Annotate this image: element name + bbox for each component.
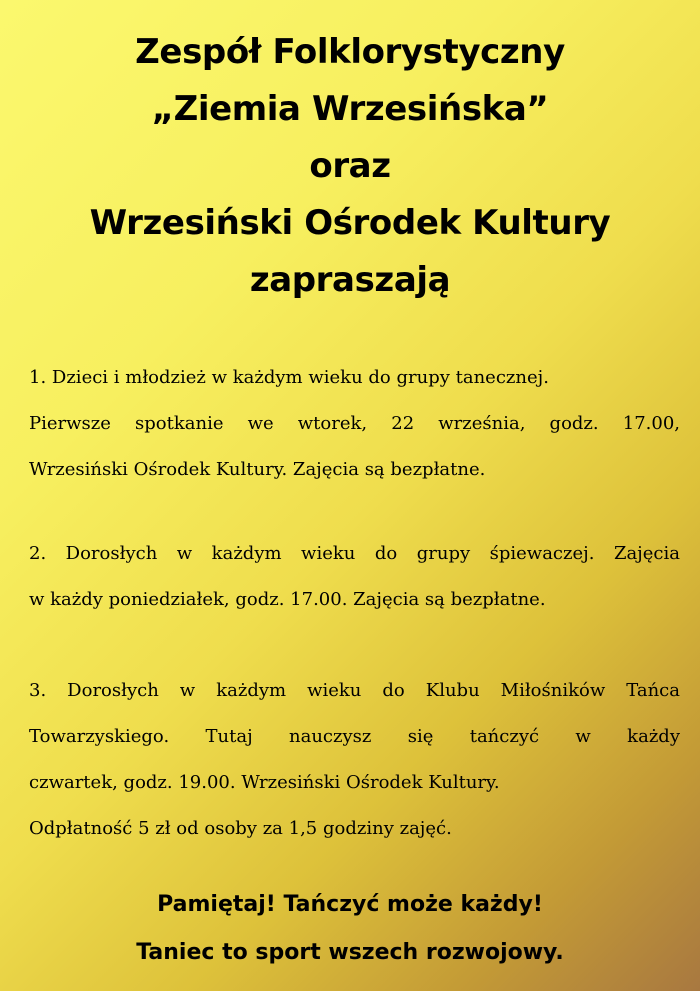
footer-slogan: Pamiętaj! Tańczyć może każdy! xyxy=(157,892,543,917)
heading-line-organizer: Zespół Folklorystyczny xyxy=(135,32,565,72)
offer-text-line: czwartek, godz. 19.00. Wrzesiński Ośrodek Kultury. xyxy=(29,772,500,793)
offer-item-singing-group xyxy=(29,531,680,623)
offer-text-line: 1. Dzieci i młodzież w każdym wieku do grupy tanecznej. xyxy=(29,367,549,388)
offer-text-line: Pierwsze spotkanie we wtorek, 22 września, godz. 17.00, xyxy=(29,413,680,434)
heading-line-ensemble-name: „Ziemia Wrzesińska” xyxy=(151,89,549,129)
offer-item-dance-group xyxy=(29,355,680,493)
footer-tagline: Taniec to sport wszech rozwojowy. xyxy=(136,940,564,965)
offer-text-line: 2. Dorosłych w każdym wieku do grupy śpiewaczej. Zajęcia xyxy=(29,543,680,564)
poster-heading xyxy=(0,24,700,309)
offer-text-line: 3. Dorosłych w każdym wieku do Klubu Miłośników Tańca xyxy=(29,680,680,701)
heading-line-conjunction: oraz xyxy=(309,146,391,186)
offer-item-ballroom-club xyxy=(29,668,680,852)
offer-text-line: Towarzyskiego. Tutaj nauczysz się tańczyć w każdy xyxy=(29,726,680,747)
offer-text-line: Odpłatność 5 zł od osoby za 1,5 godziny zajęć. xyxy=(29,818,452,839)
offer-text-line: w każdy poniedziałek, godz. 17.00. Zajęcia są bezpłatne. xyxy=(29,589,546,610)
heading-line-invite: zapraszają xyxy=(249,260,451,300)
heading-line-culture-center: Wrzesiński Ośrodek Kultury xyxy=(89,203,611,243)
offer-text-line: Wrzesiński Ośrodek Kultury. Zajęcia są bezpłatne. xyxy=(29,459,486,480)
